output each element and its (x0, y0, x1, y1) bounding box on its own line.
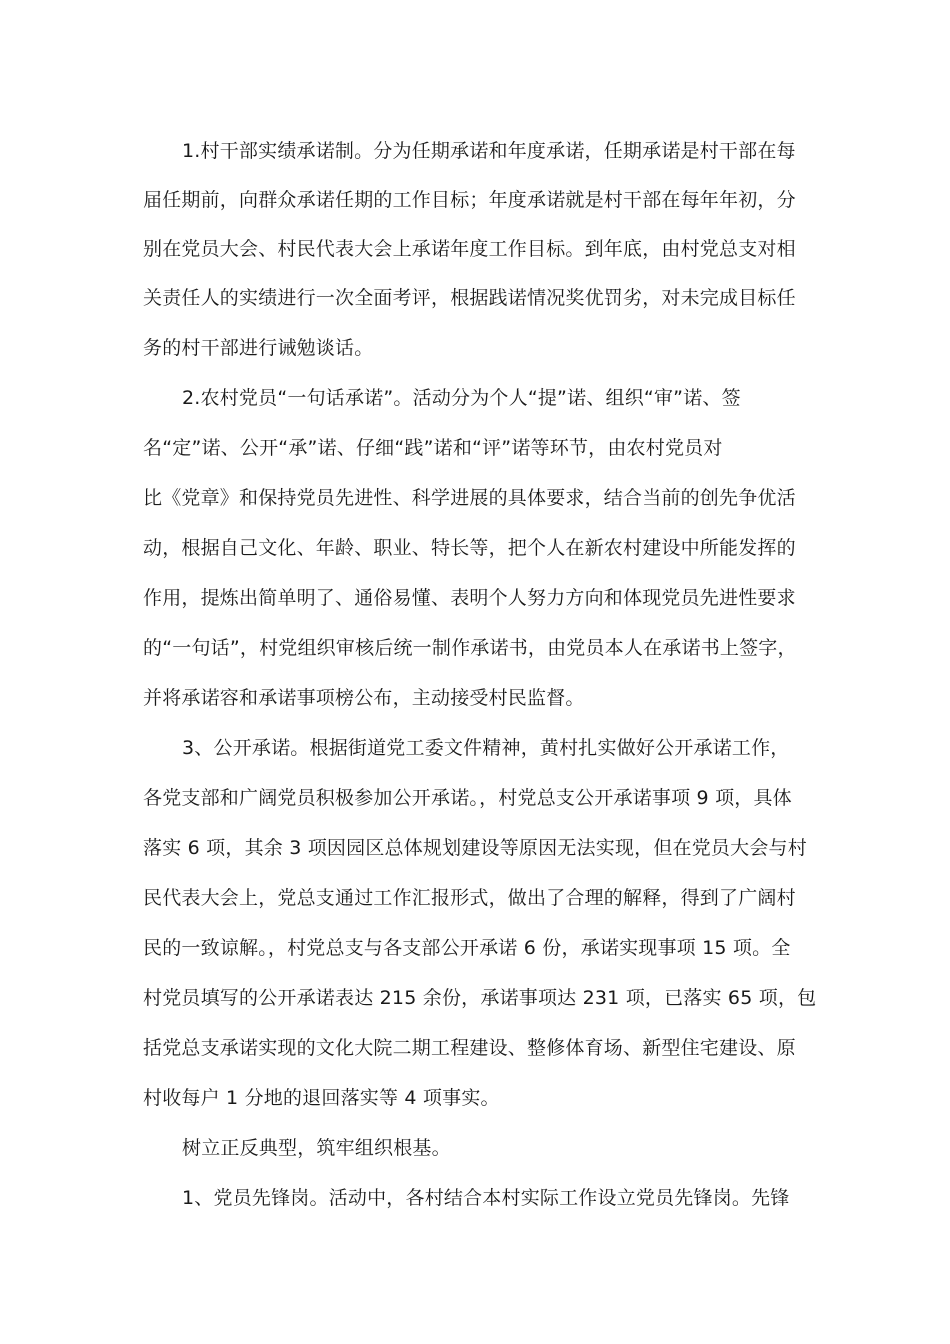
paragraph-1-line-3: 别在党员大会、村民代表大会上承诺年度工作目标。到年底，由村党总支对相 (143, 238, 796, 260)
paragraph-3-line-4: 民代表大会上，党总支通过工作汇报形式，做出了合理的解释，得到了广阔村 (143, 887, 796, 909)
paragraph-1-line-1: 1.村干部实绩承诺制。分为任期承诺和年度承诺，任期承诺是村干部在每 (182, 140, 796, 162)
paragraph-2-line-1: 2.农村党员“一句话承诺”。活动分为个人“提”诺、组织“审”诺、签 (182, 387, 741, 409)
paragraph-1-line-4: 关责任人的实绩进行一次全面考评，根据践诺情况奖优罚劣，对未完成目标任 (143, 287, 796, 309)
paragraph-2-line-4: 动，根据自己文化、年龄、职业、特长等，把个人在新农村建设中所能发挥的 (143, 537, 796, 559)
paragraph-3-line-7: 括党总支承诺实现的文化大院二期工程建设、整修体育场、新型住宅建设、原 (143, 1037, 796, 1059)
section-heading: 树立正反典型，筑牢组织根基。 (182, 1137, 451, 1159)
paragraph-3-line-2: 各党支部和广阔党员积极参加公开承诺。，村党总支公开承诺事项 9 项，具体 (143, 787, 792, 809)
paragraph-2-line-5: 作用，提炼出简单明了、通俗易懂、表明个人努力方向和体现党员先进性要求 (143, 587, 796, 609)
paragraph-3-line-5: 民的一致谅解。，村党总支与各支部公开承诺 6 份，承诺实现事项 15 项。全 (143, 937, 791, 959)
paragraph-4-line-1: 1、党员先锋岗。活动中，各村结合本村实际工作设立党员先锋岗。先锋 (182, 1187, 790, 1209)
paragraph-2-line-2: 名“定”诺、公开“承”诺、仔细“践”诺和“评”诺等环节，由农村党员对 (143, 437, 723, 459)
paragraph-2-line-3: 比《党章》和保持党员先进性、科学进展的具体要求，结合当前的创先争优活 (143, 487, 796, 509)
paragraph-1-line-2: 届任期前，向群众承诺任期的工作目标；年度承诺就是村干部在每年年初，分 (143, 189, 796, 211)
paragraph-1-line-5: 务的村干部进行诫勉谈话。 (143, 337, 374, 359)
paragraph-3-line-8: 村收每户 1 分地的退回落实等 4 项事实。 (143, 1087, 500, 1109)
paragraph-3-line-6: 村党员填写的公开承诺表达 215 余份，承诺事项达 231 项，已落实 65 项，包 (143, 987, 817, 1009)
paragraph-3-line-3: 落实 6 项，其余 3 项因园区总体规划建设等原因无法实现，但在党员大会与村 (143, 837, 807, 859)
paragraph-2-line-7: 并将承诺容和承诺事项榜公布，主动接受村民监督。 (143, 687, 585, 709)
paragraph-3-line-1: 3、公开承诺。根据街道党工委文件精神，黄村扎实做好公开承诺工作， (182, 737, 790, 759)
paragraph-2-line-6: 的“一句话”，村党组织审核后统一制作承诺书，由党员本人在承诺书上签字， (143, 637, 797, 659)
